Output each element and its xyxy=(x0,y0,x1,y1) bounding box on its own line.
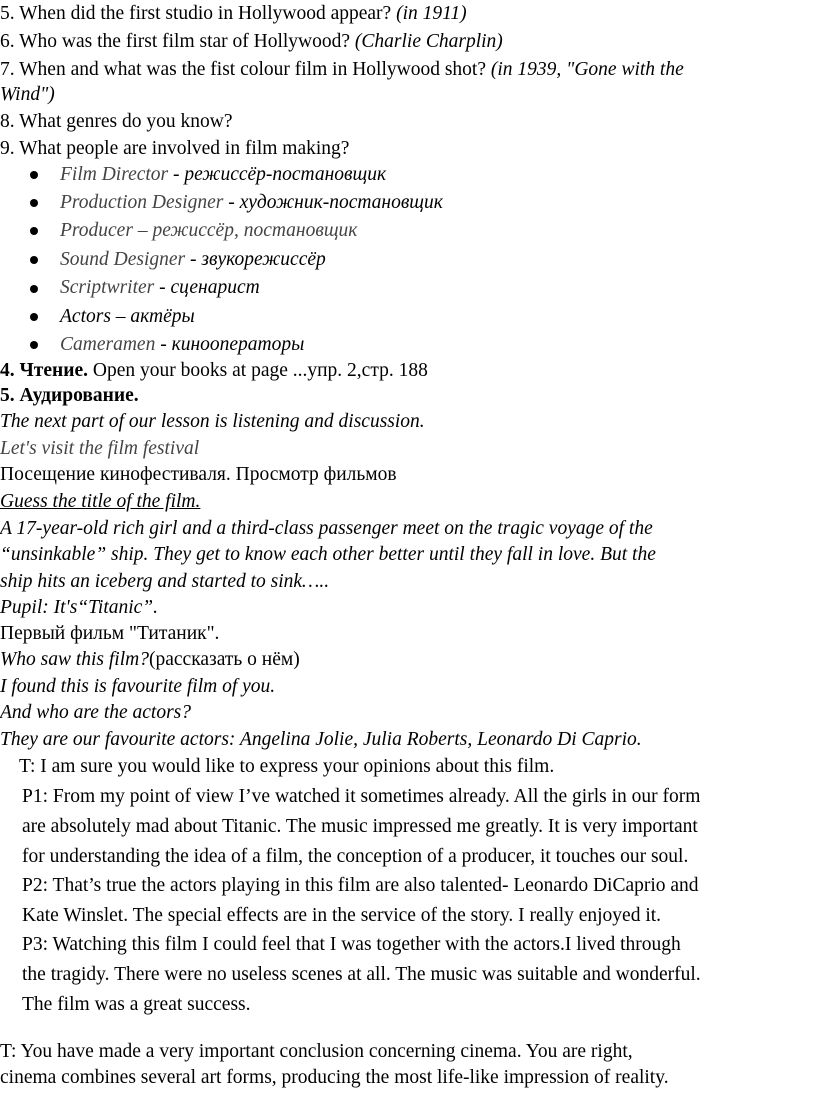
pupil-answer: Pupil: It's“Titanic”. xyxy=(0,597,159,618)
bullet-icon xyxy=(30,199,38,207)
teacher-line-2a: T: You have made a very important conclusion concerning cinema. You are right, xyxy=(0,1041,633,1062)
who-saw-line: Who saw this film?(рассказать о нём) xyxy=(0,649,300,670)
p1-line-3: for understanding the idea of a film, the conception of a producer, it touches our soul. xyxy=(22,846,689,867)
teacher-line-2b: cinema combines several art forms, producing the most life-like impression of reality. xyxy=(0,1067,669,1088)
bullet-icon xyxy=(30,313,38,321)
bullet-icon xyxy=(30,256,38,264)
question-7: 7. When and what was the fist colour film in Hollywood shot? (in 1939, "Gone with the xyxy=(0,59,684,80)
plot-line-2: “unsinkable” ship. They get to know each other better until they fall in love. But the xyxy=(0,544,656,565)
next-part-line: The next part of our lesson is listening and discussion. xyxy=(0,411,425,432)
festival-ru-line: Посещение кинофестиваля. Просмотр фильмов xyxy=(0,464,397,485)
favourite-film-line: I found this is favourite film of you. xyxy=(0,676,276,697)
guess-title-line: Guess the title of the film. xyxy=(0,491,201,512)
question-5: 5. When did the first studio in Hollywood appear? (in 1911) xyxy=(0,3,467,24)
teacher-line-1: T: I am sure you would like to express your opinions about this film. xyxy=(19,756,555,777)
first-film-line: Первый фильм "Титаник". xyxy=(0,623,220,644)
plot-line-1: A 17-year-old rich girl and a third-class passenger meet on the tragic voyage of the xyxy=(0,518,653,539)
p3-line-3: The film was a great success. xyxy=(22,994,251,1015)
bullet-icon xyxy=(30,341,38,349)
question-6: 6. Who was the first film star of Hollywood? (Charlie Charplin) xyxy=(0,31,503,52)
question-9: 9. What people are involved in film making? xyxy=(0,138,350,159)
p2-line-1: P2: That’s true the actors playing in this film are also talented- Leonardo DiCaprio and xyxy=(22,875,699,896)
bullet-icon xyxy=(30,171,38,179)
actors-answer: They are our favourite actors: Angelina Jolie, Julia Roberts, Leonardo Di Caprio. xyxy=(0,729,642,750)
listening-heading: 5. Аудирование. xyxy=(0,385,139,406)
p1-line-1: P1: From my point of view I’ve watched it sometimes already. All the girls in our form xyxy=(22,786,701,807)
bullet-icon xyxy=(30,227,38,235)
p1-line-2: are absolutely mad about Titanic. The music impressed me greatly. It is very important xyxy=(22,816,698,837)
reading-section: 4. Чтение. Open your books at page ...упр. 2,стр. 188 xyxy=(0,360,428,381)
actors-question: And who are the actors? xyxy=(0,702,192,723)
p3-line-2: the tragidy. There were no useless scenes at all. The music was suitable and wonderful. xyxy=(22,964,701,985)
p3-line-1: P3: Watching this film I could feel that I was together with the actors.I lived through xyxy=(22,934,681,955)
question-7-answer-cont: Wind") xyxy=(0,84,55,105)
bullet-icon xyxy=(30,285,38,293)
visit-festival-line: Let's visit the film festival xyxy=(0,438,200,459)
plot-line-3: ship hits an iceberg and started to sink….. xyxy=(0,571,330,592)
question-8: 8. What genres do you know? xyxy=(0,111,233,132)
p2-line-2: Kate Winslet. The special effects are in the service of the story. I really enjoyed it. xyxy=(22,905,662,926)
